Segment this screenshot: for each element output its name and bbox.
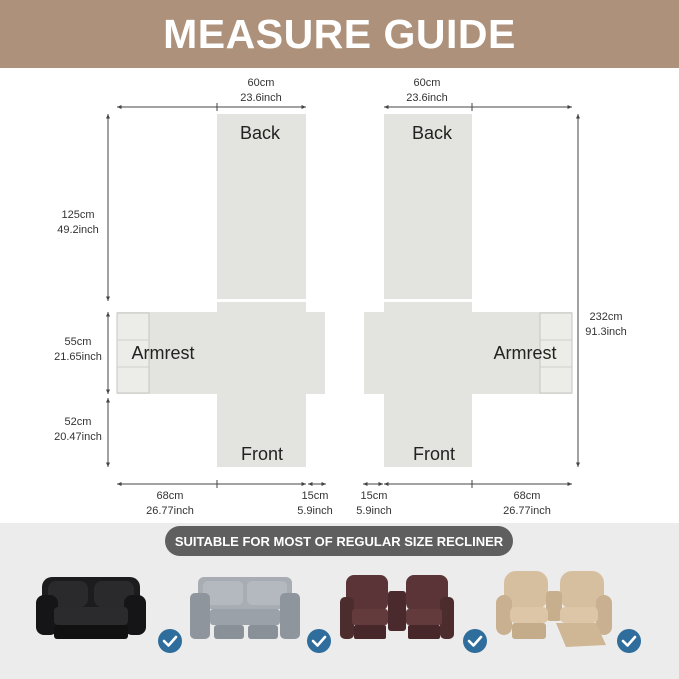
check-icon — [616, 628, 642, 654]
left-front-height-inch: 20.47inch — [54, 431, 102, 443]
left-back-height-cm: 125cm — [61, 209, 95, 221]
check-icon — [306, 628, 332, 654]
suitable-banner-text: SUITABLE FOR MOST OF REGULAR SIZE RECLINER — [174, 533, 504, 549]
right-total-height-cm: 232cm — [589, 311, 623, 323]
check-icon — [157, 628, 183, 654]
left-front-height-cm: 52cm — [64, 416, 92, 428]
left-armrest-height-inch: 21.65inch — [54, 351, 102, 363]
left-back-label: Back — [239, 123, 281, 143]
check-icon — [462, 628, 488, 654]
left-cover-diagram — [54, 77, 333, 517]
right-side-flap-cm: 15cm — [360, 490, 388, 502]
black-recliner-image — [36, 571, 146, 651]
right-armrest-width-inch: 26.77inch — [503, 505, 551, 517]
right-front-label: Front — [412, 444, 456, 464]
page-title: MEASURE GUIDE — [163, 10, 516, 57]
left-side-flap-cm: 15cm — [301, 490, 329, 502]
right-back-label: Back — [411, 123, 453, 143]
left-side-flap-inch: 5.9inch — [297, 505, 333, 517]
left-back-height-inch: 49.2inch — [57, 224, 99, 236]
measure-diagram — [0, 68, 679, 523]
right-top-width-cm: 60cm — [413, 77, 441, 89]
grey-recliner-image — [190, 571, 300, 651]
header-banner — [0, 0, 679, 68]
burgundy-recliner-image — [340, 571, 454, 651]
right-side-flap-inch: 5.9inch — [356, 505, 392, 517]
left-armrest-height-cm: 55cm — [64, 336, 92, 348]
beige-recliner-image — [496, 567, 612, 653]
left-top-width-inch: 23.6inch — [240, 92, 282, 104]
suitable-banner — [165, 526, 513, 556]
right-top-width-inch: 23.6inch — [406, 92, 448, 104]
right-total-height-inch: 91.3inch — [585, 326, 627, 338]
left-armrest-width-cm: 68cm — [156, 490, 184, 502]
right-armrest-label: Armrest — [493, 343, 557, 363]
left-top-width-cm: 60cm — [247, 77, 275, 89]
left-armrest-width-inch: 26.77inch — [146, 505, 194, 517]
left-front-label: Front — [240, 444, 284, 464]
right-armrest-width-cm: 68cm — [513, 490, 541, 502]
left-armrest-label: Armrest — [131, 343, 195, 363]
right-cover-diagram — [356, 77, 627, 517]
suitable-section — [0, 523, 679, 679]
